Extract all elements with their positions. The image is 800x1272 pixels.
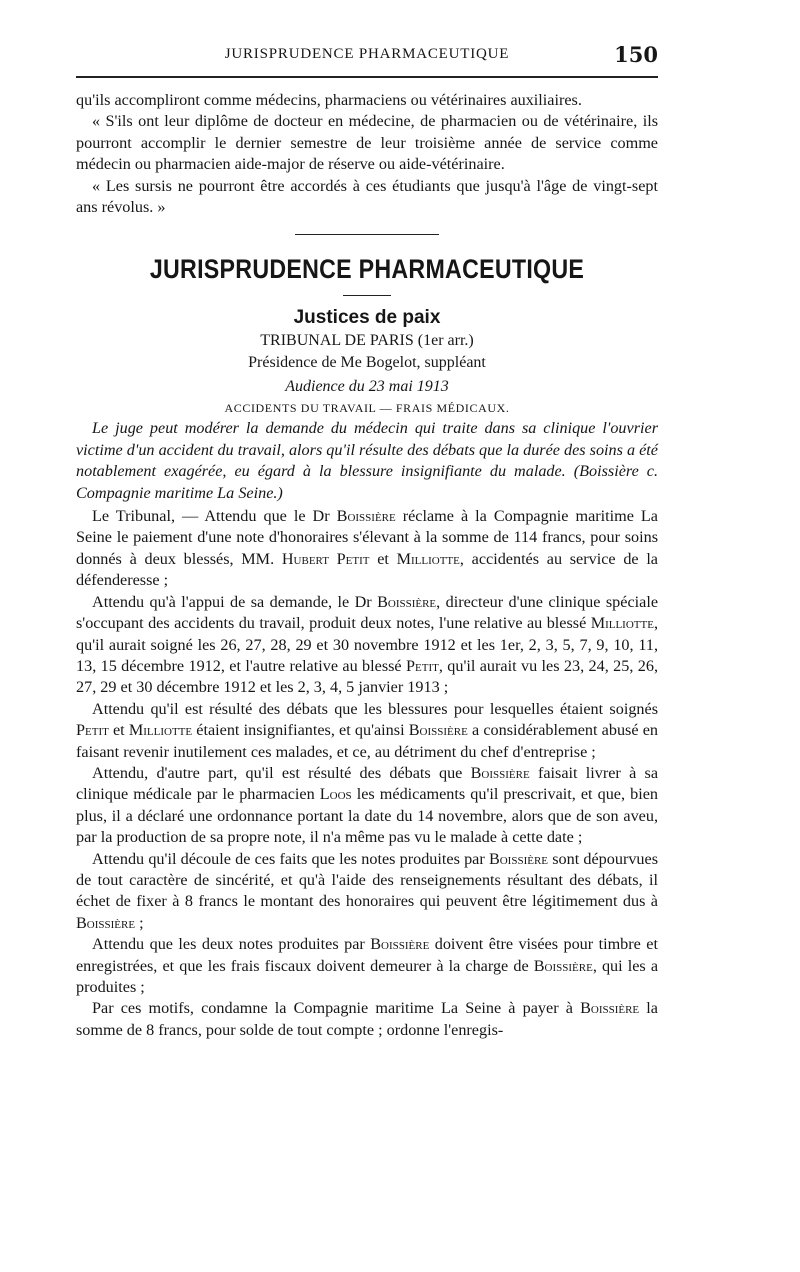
paragraph-text: a considérablement abusé en faisant revenir inutilement ces malades, et ce, au détriment du chef d'entreprise ; bbox=[76, 721, 658, 761]
title-underline-rule bbox=[343, 295, 391, 296]
judgment-paragraph-3 bbox=[76, 699, 658, 763]
judgment-paragraph-4 bbox=[76, 763, 658, 849]
judgment-paragraph-6 bbox=[76, 934, 658, 998]
paragraph-text: étaient insignifiantes, et qu'ainsi bbox=[192, 721, 409, 740]
judgment-paragraph-5 bbox=[76, 849, 658, 935]
paragraph-text: la somme de 8 francs, pour solde de tout compte ; ordonne l'enregis- bbox=[76, 999, 658, 1039]
party-name: Boissière bbox=[580, 999, 640, 1018]
paragraph-text: sont dépourvues de tout caractère de sincérité, et qu'à l'aide des renseignements résultant des débats, il échet de fixer à 8 francs le montant des honoraires qui peuvent être légitimement dus à bbox=[76, 849, 659, 911]
presidence-line: Présidence de Me Bogelot, suppléant bbox=[248, 354, 486, 372]
paragraph-text: , qu'il aurait soigné les 26, 27, 28, 29 et 30 novembre 1912 et les 1er, 2, 3, 5, 7, 9, 10, 11, 13, 15 décembre 1912, et l'autre relative au blessé bbox=[76, 614, 658, 675]
paragraph-text: réclame à la Compagnie maritime La Seine le paiement d'une note d'honoraires s'élevant à la somme de 114 francs, pour soins donnés à deux blessés, MM. bbox=[76, 507, 658, 568]
paragraph-text: , accidentés au service de la défenderesse ; bbox=[76, 549, 658, 590]
paragraph-text: et bbox=[369, 549, 397, 568]
party-name: Boissière bbox=[336, 507, 396, 526]
judgment-paragraph-2 bbox=[76, 592, 658, 699]
party-name: Boissière bbox=[76, 913, 136, 932]
party-name: Boissière bbox=[533, 956, 593, 975]
audience-line: Audience du 23 mai 1913 bbox=[285, 378, 449, 396]
paragraph-text: Attendu qu'à l'appui de sa demande, le Dr bbox=[92, 592, 378, 611]
party-name: Loos bbox=[319, 785, 352, 804]
paragraph-text: Le Tribunal, — Attendu que le Dr bbox=[92, 507, 337, 526]
party-name: Petit bbox=[76, 721, 109, 740]
judgment-paragraph-1 bbox=[76, 506, 658, 592]
party-name: Boissière bbox=[370, 935, 430, 954]
party-name: Boissière bbox=[470, 763, 530, 782]
paragraph-text: ; bbox=[135, 913, 144, 932]
party-name: Milliotte bbox=[128, 721, 193, 740]
judgment-paragraph-7 bbox=[76, 998, 658, 1041]
section-title: JURISPRUDENCE PHARMACEUTIQUE bbox=[149, 254, 585, 285]
intro-paragraph-2: « S'ils ont leur diplôme de docteur en médecine, de pharmacien ou de vétérinaire, ils pourront accomplir le dernier semestre de leur troisième année de service comme médecin ou pharmacien aide-major de réserve ou aide-vétérinaire. bbox=[76, 112, 658, 174]
topic-line: ACCIDENTS DU TRAVAIL — FRAIS MÉDICAUX. bbox=[224, 401, 510, 416]
paragraph-text: Attendu qu'il est résulté des débats que les blessures pour lesquelles étaient soignés bbox=[92, 699, 658, 718]
intro-paragraph-1: qu'ils accompliront comme médecins, pharmaciens ou vétérinaires auxiliaires. bbox=[76, 91, 582, 109]
running-head bbox=[76, 42, 658, 72]
paragraph-text: Attendu que les deux notes produites par bbox=[92, 935, 371, 954]
tribunal-line: TRIBUNAL DE PARIS (1er arr.) bbox=[260, 332, 474, 350]
paragraph-text: les médicaments qu'il prescrivait, et que, bien plus, il a déclaré une ordonnance portant la date du 14 novembre, alors que de son aveu, par la production de sa propre note, il n'a même pas vu le malade à cette date ; bbox=[76, 785, 658, 847]
intro-paragraph-3: « Les sursis ne pourront être accordés à ces étudiants que jusqu'à l'âge de vingt-sept ans révolus. » bbox=[76, 176, 658, 217]
running-title: JURISPRUDENCE PHARMACEUTIQUE bbox=[224, 46, 510, 62]
page-number: 150 bbox=[614, 42, 658, 67]
party-name: Boissière bbox=[408, 721, 468, 740]
party-name: Boissière bbox=[488, 849, 549, 868]
paragraph-text: Attendu, d'autre part, qu'il est résulté des débats que bbox=[92, 763, 471, 782]
party-name: Milliotte bbox=[396, 549, 460, 568]
body-text bbox=[76, 90, 658, 1041]
paragraph-text: faisait livrer à sa clinique médicale par le pharmacien bbox=[76, 763, 659, 804]
party-name: Milliotte bbox=[590, 614, 654, 633]
paragraph-text: doivent être visées pour timbre et enregistrées, et que les frais fiscaux doivent demeurer à la charge de bbox=[76, 935, 658, 975]
section-separator-rule bbox=[295, 234, 439, 235]
paragraph-text: Attendu qu'il découle de ces faits que les notes produites par bbox=[92, 849, 489, 868]
paragraph-text: , qui les a produites ; bbox=[76, 956, 659, 996]
paragraph-text: et bbox=[108, 721, 129, 740]
party-name: Boissière bbox=[377, 592, 437, 611]
party-name: Hubert Petit bbox=[281, 549, 370, 568]
paragraph-text: , directeur d'une clinique spéciale s'occupant des accidents du travail, produit deux notes, l'une relative au blessé bbox=[76, 592, 658, 633]
section-subtitle: Justices de paix bbox=[293, 307, 441, 329]
paragraph-text: Par ces motifs, condamne la Compagnie maritime La Seine à payer à bbox=[92, 999, 581, 1018]
header-rule bbox=[76, 76, 658, 78]
paragraph-text: , qu'il aurait vu les 23, 24, 25, 26, 27, 29 et 30 décembre 1912 et les 2, 3, 4, 5 janvier 1913 ; bbox=[76, 656, 658, 697]
party-name: Petit bbox=[406, 656, 439, 675]
case-summary: Le juge peut modérer la demande du médecin qui traite dans sa clinique l'ouvrier victime d'un accident du travail, alors qu'il résulte des débats que la durée des soins a été notablement exagérée, eu égard à la blessure insignifiante du malade. (Boissière c. Compagnie maritime La Seine.) bbox=[76, 419, 658, 502]
